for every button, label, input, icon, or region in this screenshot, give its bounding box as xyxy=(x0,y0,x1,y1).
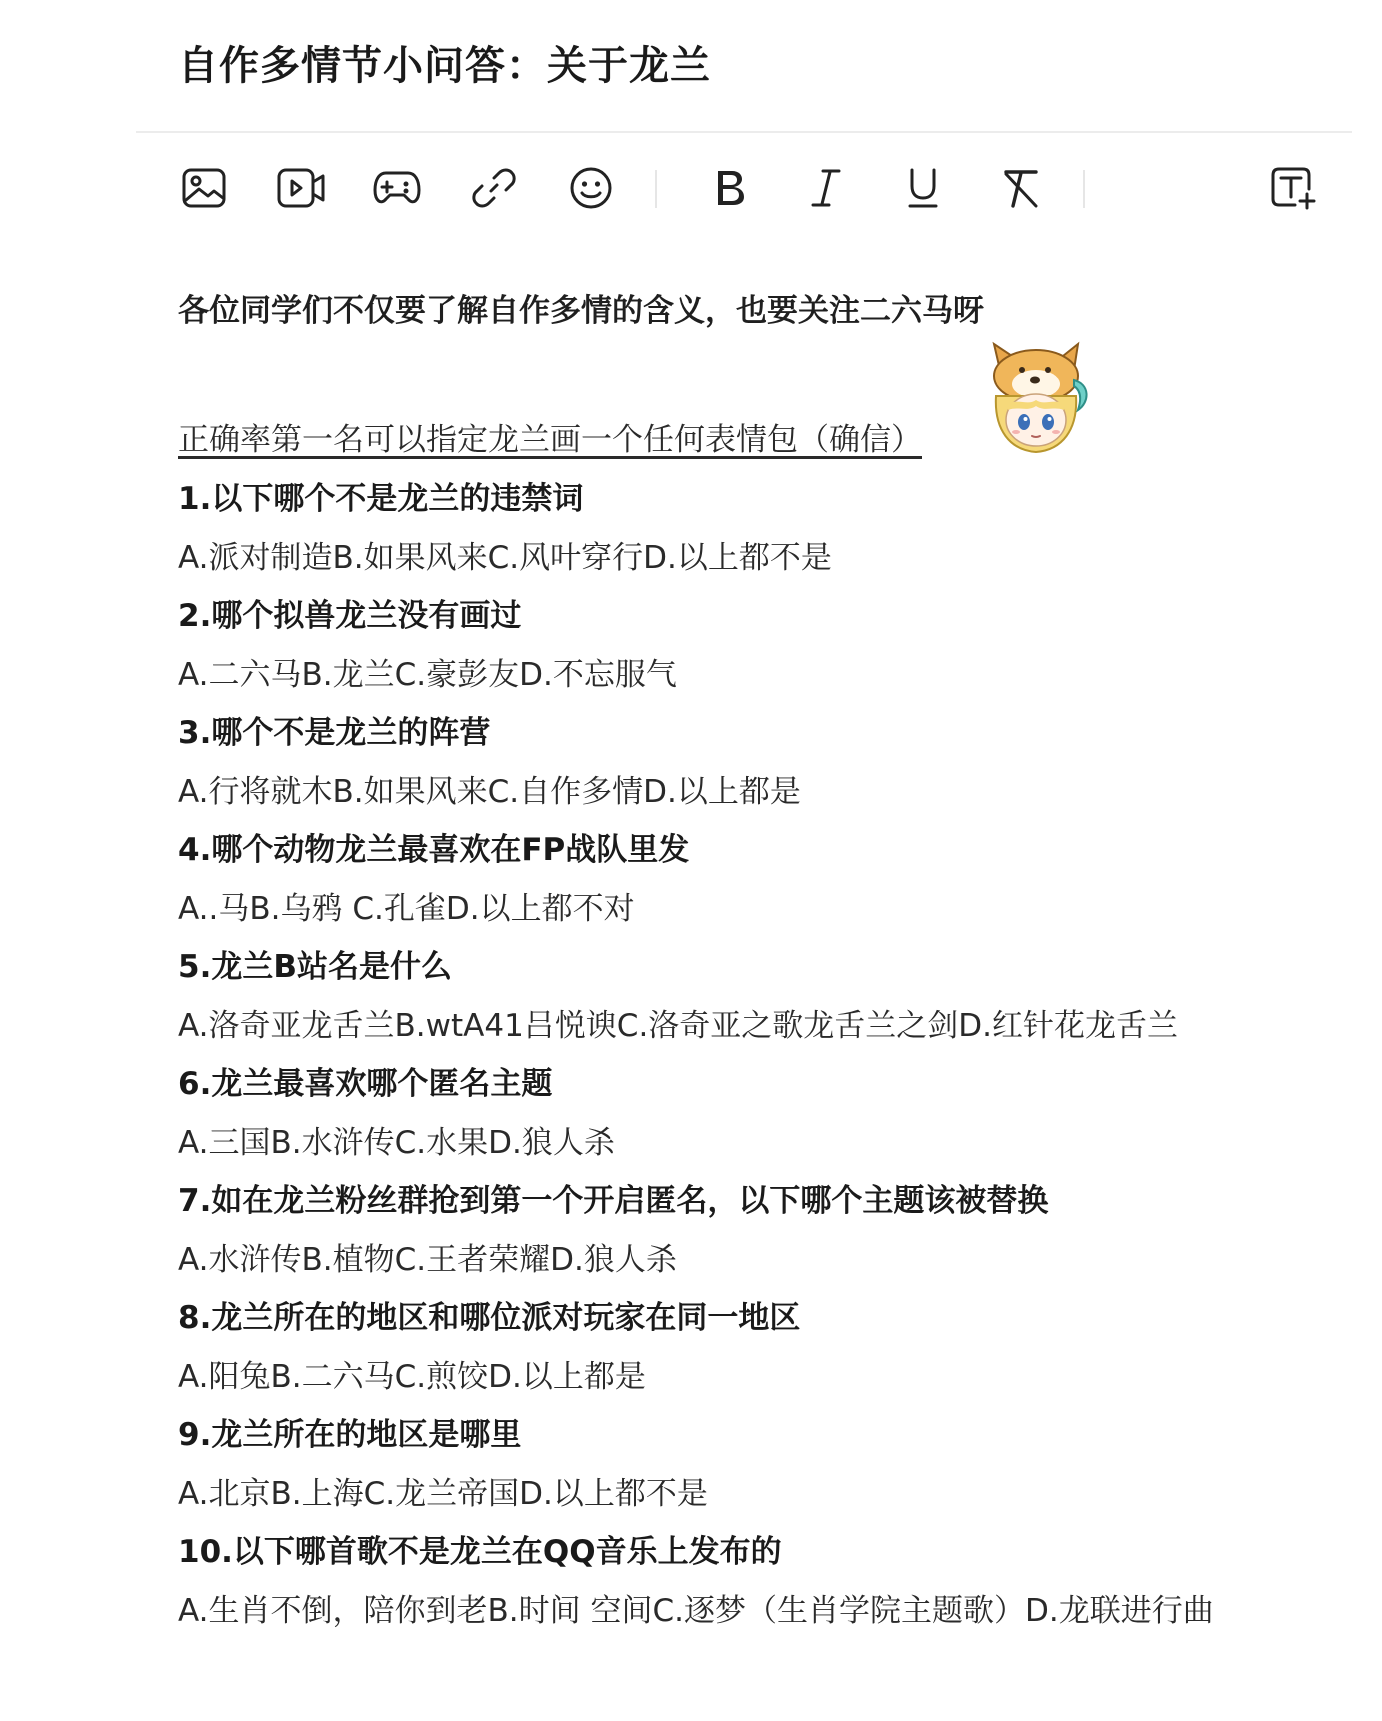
question-text: 3.哪个不是龙兰的阵营 xyxy=(178,715,491,751)
underline-icon[interactable] xyxy=(895,160,951,216)
question-text: 4.哪个动物龙兰最喜欢在FP战队里发 xyxy=(178,832,690,868)
question-text: 5.龙兰B站名是什么 xyxy=(178,949,452,985)
editor-toolbar xyxy=(0,160,1382,216)
title-divider xyxy=(136,131,1352,133)
answer-options: A.生肖不倒，陪你到老B.时间 空间C.逐梦（生肖学院主题歌）D.龙联进行曲 xyxy=(178,1592,1214,1629)
prize-note: 正确率第一名可以指定龙兰画一个任何表情包（确信） xyxy=(178,422,922,458)
sticker-image xyxy=(982,340,1092,458)
answer-options: A.行将就木B.如果风来C.自作多情D.以上都是 xyxy=(178,773,801,810)
text-add-icon[interactable] xyxy=(1265,160,1321,216)
question-text: 10.以下哪首歌不是龙兰在QQ音乐上发布的 xyxy=(178,1534,782,1570)
answer-options: A..马B.乌鸦 C.孔雀D.以上都不对 xyxy=(178,890,635,927)
intro-text: 各位同学们不仅要了解自作多情的含义，也要关注二六马呀 xyxy=(178,293,984,329)
toolbar-separator xyxy=(1083,170,1085,208)
question-list xyxy=(178,470,1338,1640)
toolbar-separator xyxy=(655,170,657,208)
image-icon[interactable] xyxy=(176,160,232,216)
question-text: 6.龙兰最喜欢哪个匿名主题 xyxy=(178,1066,553,1102)
question-text: 8.龙兰所在的地区和哪位派对玩家在同一地区 xyxy=(178,1300,801,1336)
question-text: 1.以下哪个不是龙兰的违禁词 xyxy=(178,481,584,517)
gamepad-icon[interactable] xyxy=(369,160,425,216)
answer-options: A.二六马B.龙兰C.豪彭友D.不忘服气 xyxy=(178,656,677,693)
italic-icon[interactable] xyxy=(798,160,854,216)
bold-icon[interactable] xyxy=(702,160,758,216)
answer-options: A.派对制造B.如果风来C.风叶穿行D.以上都不是 xyxy=(178,539,832,576)
post-title[interactable]: 自作多情节小问答：关于龙兰 xyxy=(178,43,711,89)
answer-options: A.水浒传B.植物C.王者荣耀D.狼人杀 xyxy=(178,1241,677,1278)
clear-format-icon[interactable] xyxy=(993,160,1049,216)
emoji-icon[interactable] xyxy=(563,160,619,216)
link-icon[interactable] xyxy=(466,160,522,216)
answer-options: A.洛奇亚龙舌兰B.wtA41吕悦谀C.洛奇亚之歌龙舌兰之剑D.红针花龙舌兰 xyxy=(178,1007,1179,1044)
video-icon[interactable] xyxy=(273,160,329,216)
answer-options: A.三国B.水浒传C.水果D.狼人杀 xyxy=(178,1124,615,1161)
question-text: 9.龙兰所在的地区是哪里 xyxy=(178,1417,522,1453)
answer-options: A.阳兔B.二六马C.煎饺D.以上都是 xyxy=(178,1358,646,1395)
answer-options: A.北京B.上海C.龙兰帝国D.以上都不是 xyxy=(178,1475,708,1512)
question-text: 2.哪个拟兽龙兰没有画过 xyxy=(178,598,522,634)
question-text: 7.如在龙兰粉丝群抢到第一个开启匿名，以下哪个主题该被替换 xyxy=(178,1183,1049,1219)
